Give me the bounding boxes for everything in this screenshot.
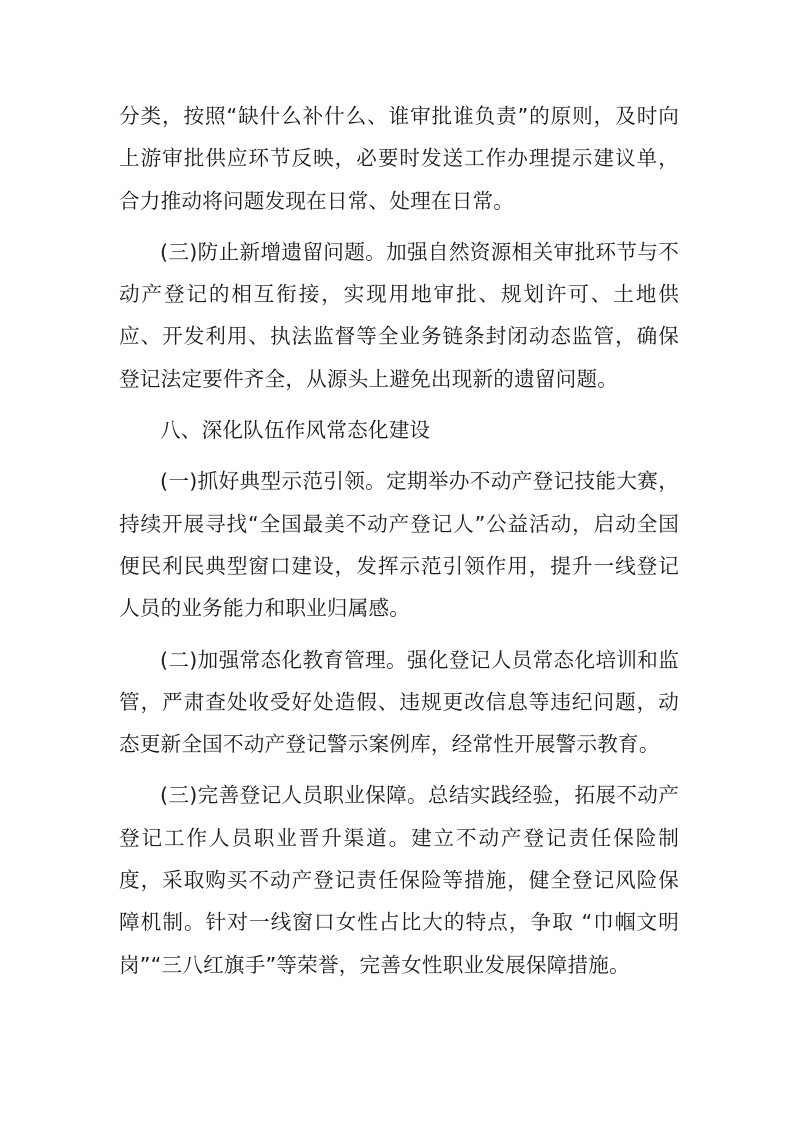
document-body xyxy=(119,95,679,995)
section-heading-eight: 八、深化队伍作风常态化建设 xyxy=(160,418,431,443)
paragraph-model-leadership: (一)抓好典型示范引领。定期举办不动产登记技能大赛，持续开展寻找“全国最美不动产登记人”公益活动，启动全国便民利民典型窗口建设，发挥示范引领作用，提升一线登记人员的业务能力和职业归属感。 xyxy=(119,469,679,621)
paragraph-education-management: (二)加强常态化教育管理。强化登记人员常态化培训和监管，严肃查处收受好处造假、违规更改信息等违纪问题，动态更新全国不动产登记警示案例库，经常性开展警示教育。 xyxy=(119,647,679,757)
paragraph-prevent-new-issues: (三)防止新增遗留问题。加强自然资源相关审批环节与不动产登记的相互衔接，实现用地审批、规划许可、土地供应、开发利用、执法监督等全业务链条封闭动态监管，确保登记法定要件齐全，从源头上避免出现新的遗留问题。 xyxy=(119,239,679,391)
paragraph-career-protection: (三)完善登记人员职业保障。总结实践经验，拓展不动产登记工作人员职业晋升渠道。建立不动产登记责任保险制度，采取购买不动产登记责任保险等措施，健全登记风险保障机制。针对一线窗口女性占比大的特点，争取 “巾帼文明岗”“三八红旗手”等荣誉，完善女性职业发展保障措施。 xyxy=(119,783,679,977)
paragraph-classification: 分类，按照“缺什么补什么、谁审批谁负责”的原则，及时向上游审批供应环节反映，必要时发送工作办理提示建议单，合力推动将问题发现在日常、处理在日常。 xyxy=(119,104,679,213)
